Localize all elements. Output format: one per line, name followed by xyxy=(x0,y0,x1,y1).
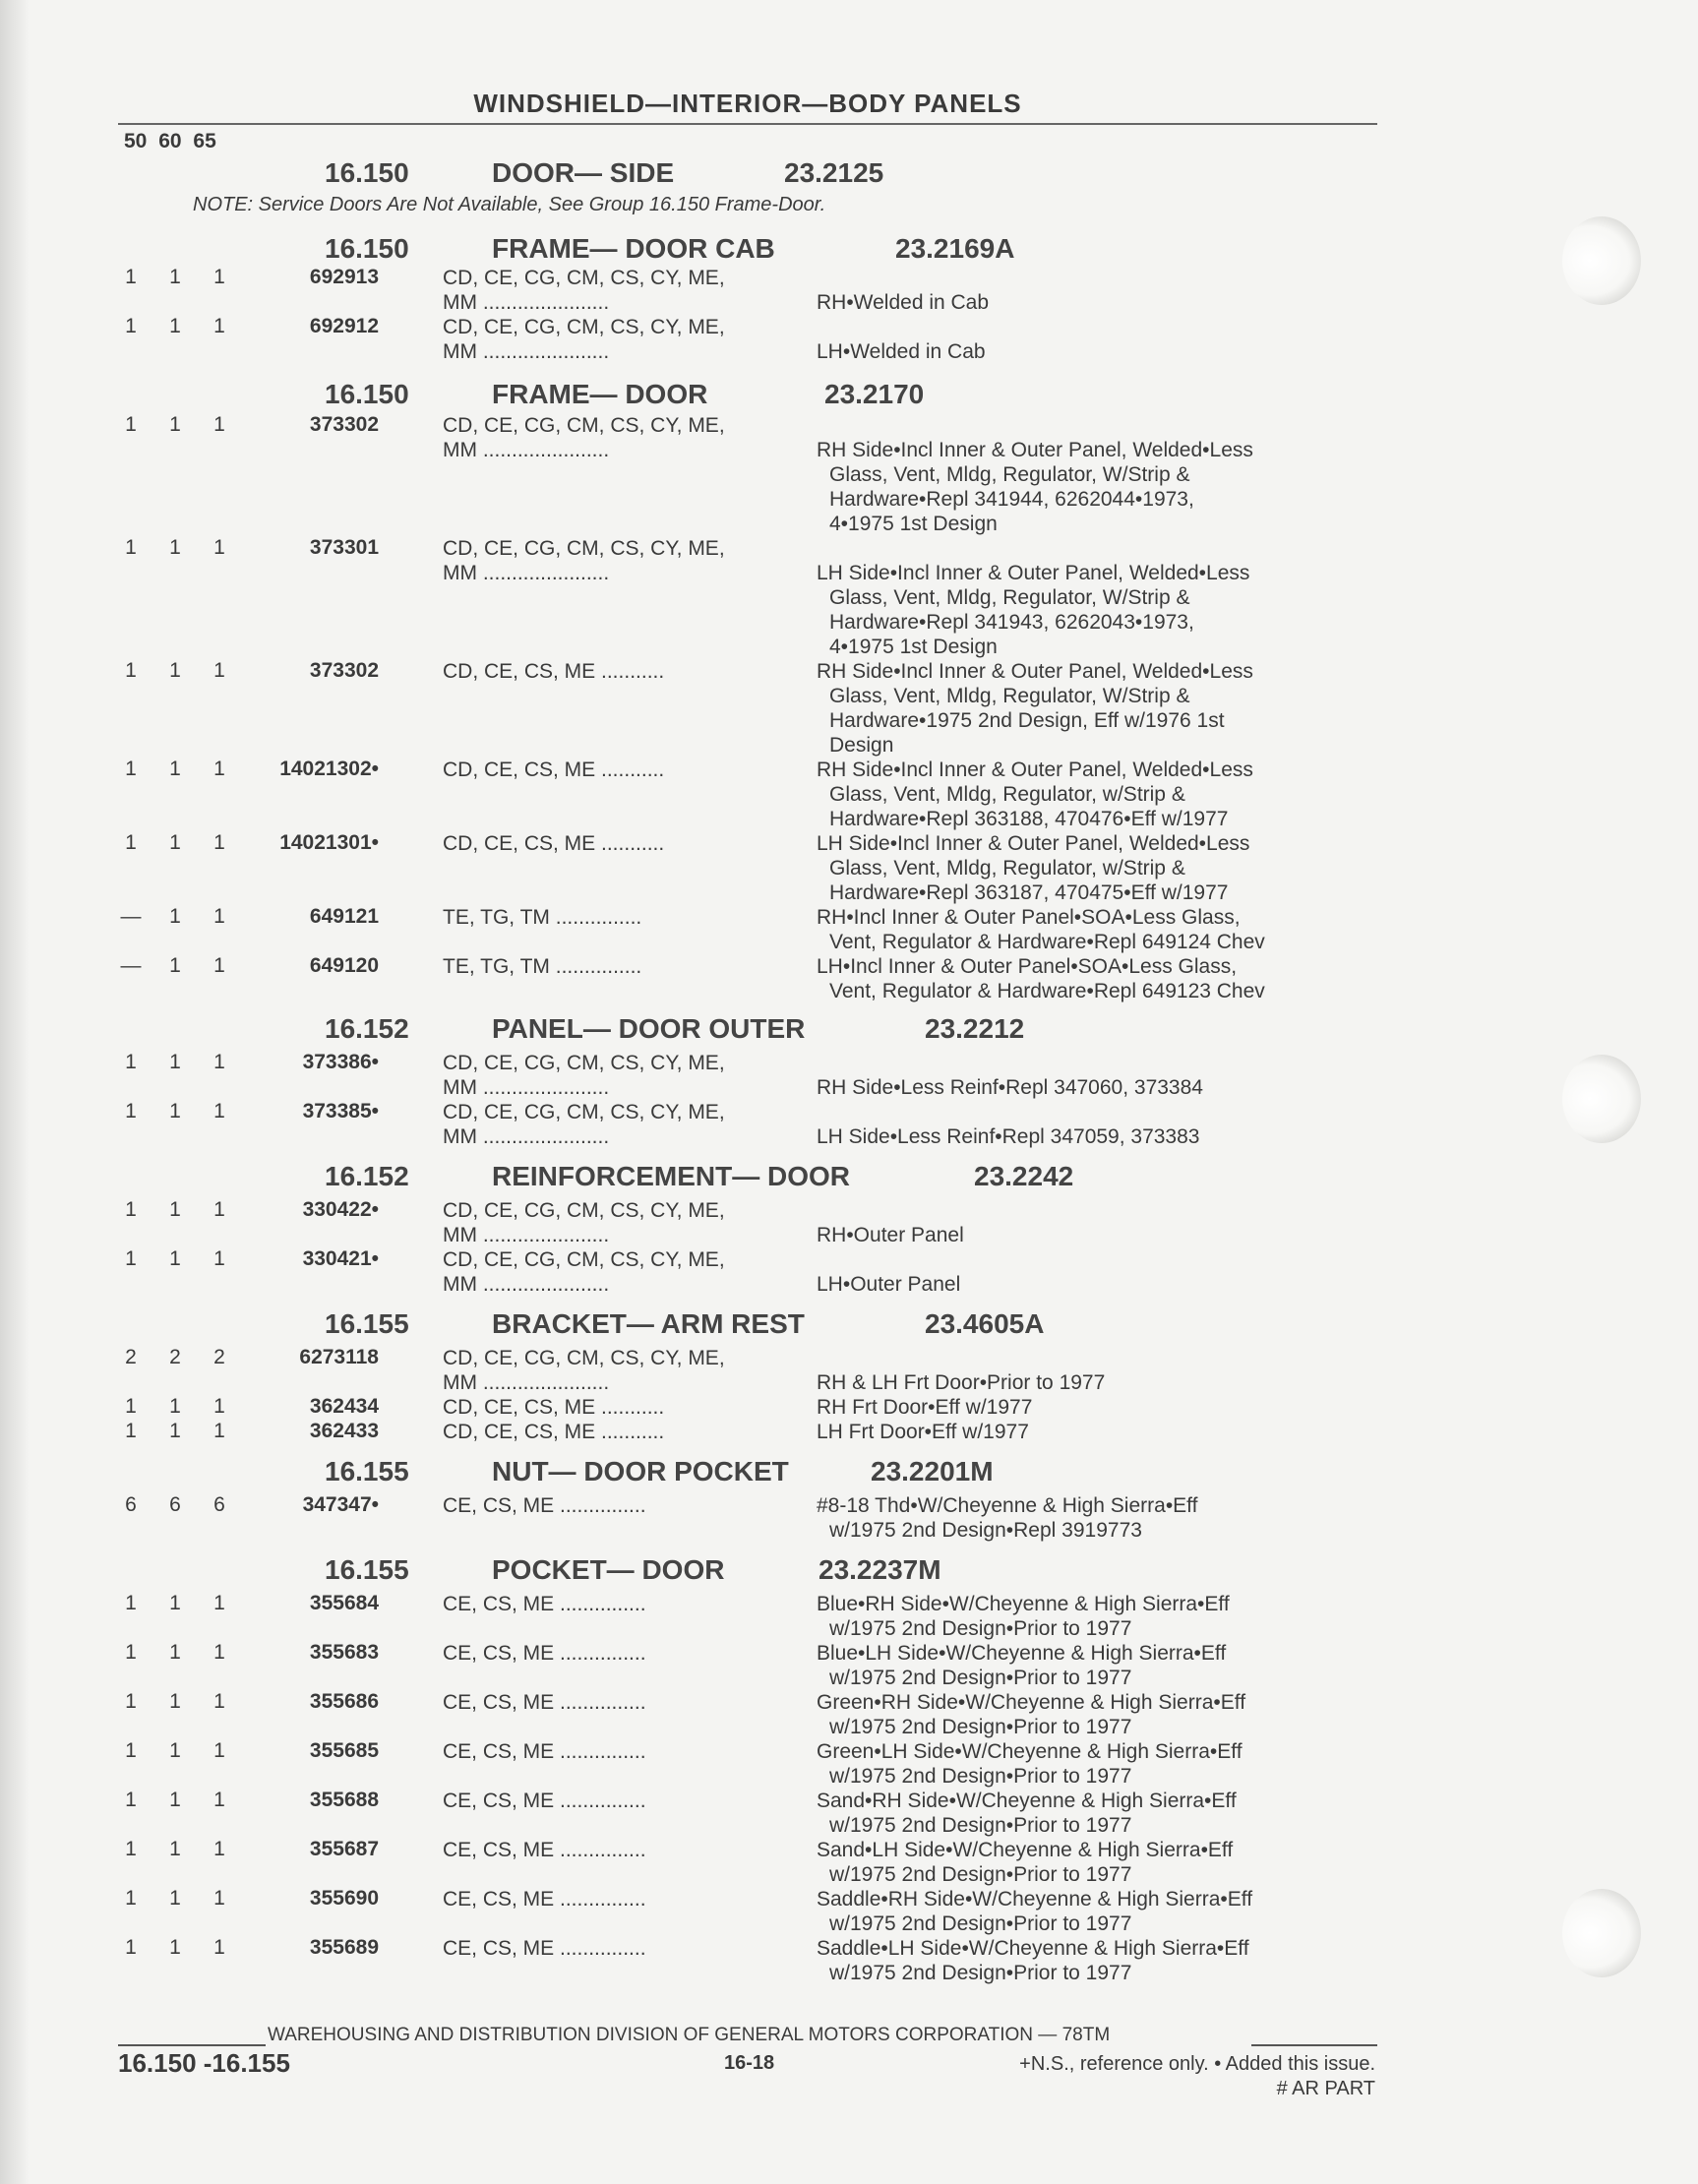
part-number: 373301 xyxy=(309,536,379,559)
model-codes xyxy=(443,1936,777,1961)
part-number: 649121 xyxy=(309,905,379,928)
group-title: DOOR— SIDE xyxy=(492,157,675,188)
footer-page-number: 16-18 xyxy=(724,2052,775,2074)
model-codes-line: CD, CE, CG, CM, CS, CY, ME, xyxy=(443,1347,725,1369)
description-line: Blue•LH Side•W/Cheyenne & High Sierra•Eff xyxy=(817,1642,1227,1665)
part-number: 373302 xyxy=(309,413,379,436)
quantity-cell: 1 xyxy=(213,315,225,337)
quantity-cell: 1 xyxy=(169,1690,181,1713)
part-number: 347347• xyxy=(302,1493,379,1516)
quantity-cell: 1 xyxy=(169,831,181,854)
description-line: RH•Welded in Cab xyxy=(817,291,990,314)
model-codes xyxy=(443,1739,777,1764)
part-number: 692913 xyxy=(309,266,379,288)
quantity-cell: 1 xyxy=(213,905,225,928)
description-line: RH Side•Less Reinf•Repl 347060, 373384 xyxy=(817,1076,1203,1099)
quantity-cell: 1 xyxy=(213,1641,225,1664)
description-line: w/1975 2nd Design•Prior to 1977 xyxy=(829,1617,1132,1640)
quantity-cell: 1 xyxy=(169,413,181,436)
part-number: 355688 xyxy=(309,1789,379,1811)
model-codes xyxy=(443,1493,777,1518)
description-line: RH Side•Incl Inner & Outer Panel, Welded•Less xyxy=(817,439,1253,461)
model-codes-line: MM ...................... xyxy=(443,340,610,363)
description-line: Hardware•Repl 341943, 6262043•1973, xyxy=(829,611,1194,634)
model-codes-line: CD, CE, CG, CM, CS, CY, ME, xyxy=(443,316,725,338)
part-number: 362433 xyxy=(309,1420,379,1442)
group-number: 16.150 xyxy=(325,233,409,264)
model-codes xyxy=(443,1420,777,1444)
footer-legend-line-1: +N.S., reference only. • Added this issue. xyxy=(1019,2053,1375,2075)
description-line: Vent, Regulator & Hardware•Repl 649124 Chev xyxy=(829,931,1265,953)
description-line: #8-18 Thd•W/Cheyenne & High Sierra•Eff xyxy=(817,1494,1198,1517)
part-number: 355687 xyxy=(309,1838,379,1860)
quantity-cell: 1 xyxy=(125,1838,137,1860)
model-codes xyxy=(443,659,777,684)
model-codes-line: CE, CS, ME ............... xyxy=(443,1888,646,1911)
description-line: LH Side•Incl Inner & Outer Panel, Welded•Less xyxy=(817,832,1250,855)
group-number: 16.152 xyxy=(325,1161,409,1191)
group-title: BRACKET— ARM REST xyxy=(492,1308,805,1339)
description-line: LH•Incl Inner & Outer Panel•SOA•Less Glass, xyxy=(817,955,1238,978)
quantity-cell: 1 xyxy=(213,831,225,854)
quantity-cell: 2 xyxy=(169,1346,181,1368)
part-description xyxy=(817,1592,1367,1641)
punch-hole-middle xyxy=(1562,1055,1641,1143)
model-codes xyxy=(443,905,777,930)
model-codes-line: CE, CS, ME ............... xyxy=(443,1740,646,1763)
footer-legend xyxy=(1019,2052,1375,2101)
group-number: 16.155 xyxy=(325,1554,409,1585)
quantity-cell: 1 xyxy=(169,1395,181,1418)
model-codes-line: CE, CS, ME ............... xyxy=(443,1494,646,1517)
part-description xyxy=(817,1075,1367,1100)
part-number: 330422• xyxy=(302,1198,379,1221)
description-line: LH Side•Incl Inner & Outer Panel, Welded•Less xyxy=(817,562,1250,584)
description-line: Green•LH Side•W/Cheyenne & High Sierra•Eff xyxy=(817,1740,1243,1763)
model-codes-line: MM ...................... xyxy=(443,1224,610,1246)
description-line: Saddle•LH Side•W/Cheyenne & High Sierra•Eff xyxy=(817,1937,1249,1960)
quantity-cell: 1 xyxy=(169,1936,181,1959)
quantity-cell: 1 xyxy=(213,954,225,977)
group-number: 16.150 xyxy=(325,157,409,188)
description-line: RH•Outer Panel xyxy=(817,1224,964,1246)
description-line: LH Frt Door•Eff w/1977 xyxy=(817,1421,1029,1443)
quantity-cell: 1 xyxy=(125,758,137,780)
part-number: 373302 xyxy=(309,659,379,682)
quantity-cell: 1 xyxy=(125,1420,137,1442)
group-reference: 23.2242 xyxy=(974,1161,1074,1191)
model-codes xyxy=(443,413,777,462)
quantity-cell: 1 xyxy=(213,1051,225,1073)
group-reference: 23.2212 xyxy=(925,1013,1025,1044)
model-codes xyxy=(443,758,777,782)
quantity-cell: 1 xyxy=(169,1051,181,1073)
quantity-cell: 1 xyxy=(169,1100,181,1122)
part-number: 355685 xyxy=(309,1739,379,1762)
part-description xyxy=(817,1838,1367,1887)
model-codes-line: CE, CS, ME ............... xyxy=(443,1691,646,1714)
page-header-title: WINDSHIELD—INTERIOR—BODY PANELS xyxy=(118,89,1377,125)
model-codes-line: CD, CE, CS, ME ........... xyxy=(443,1396,665,1419)
quantity-cell: — xyxy=(120,954,142,977)
model-codes-line: CD, CE, CG, CM, CS, CY, ME, xyxy=(443,1101,725,1123)
part-description xyxy=(817,905,1367,954)
quantity-cell: 1 xyxy=(125,659,137,682)
model-codes xyxy=(443,1838,777,1862)
part-description xyxy=(817,1493,1367,1543)
group-number: 16.155 xyxy=(325,1456,409,1486)
part-description xyxy=(817,1789,1367,1838)
description-line: w/1975 2nd Design•Prior to 1977 xyxy=(829,1912,1132,1935)
quantity-cell: 1 xyxy=(213,1690,225,1713)
model-codes-line: MM ...................... xyxy=(443,1371,610,1394)
quantity-cell: 6 xyxy=(169,1493,181,1516)
description-line: LH Side•Less Reinf•Repl 347059, 373383 xyxy=(817,1125,1200,1148)
quantity-cell: 1 xyxy=(169,315,181,337)
part-number: 6273118 xyxy=(299,1346,379,1368)
quantity-cell: 1 xyxy=(213,1887,225,1910)
service-note: NOTE: Service Doors Are Not Available, See Group 16.150 Frame-Door. xyxy=(193,194,826,215)
quantity-cell: 1 xyxy=(213,536,225,559)
footer-rule-left xyxy=(118,2044,266,2046)
part-description xyxy=(817,1690,1367,1739)
footer-group-range: 16.150 -16.155 xyxy=(118,2048,290,2078)
quantity-cell: 1 xyxy=(125,1247,137,1270)
description-line: RH Side•Incl Inner & Outer Panel, Welded•Less xyxy=(817,758,1253,781)
model-codes xyxy=(443,1789,777,1813)
page-edge xyxy=(0,0,30,2184)
quantity-cell: 1 xyxy=(169,266,181,288)
quantity-cell: 1 xyxy=(213,1936,225,1959)
quantity-cell: 6 xyxy=(125,1493,137,1516)
quantity-cell: 1 xyxy=(125,315,137,337)
quantity-cell: 1 xyxy=(169,1592,181,1614)
model-codes-line: MM ...................... xyxy=(443,291,610,314)
model-codes xyxy=(443,1346,777,1395)
punch-hole-bottom xyxy=(1562,1889,1641,1977)
group-title: NUT— DOOR POCKET xyxy=(492,1456,789,1486)
quantity-cell: 1 xyxy=(169,1198,181,1221)
model-codes-line: TE, TG, TM ............... xyxy=(443,955,642,978)
group-title: FRAME— DOOR xyxy=(492,379,708,409)
part-description xyxy=(817,1395,1367,1420)
quantity-cell: 1 xyxy=(125,1641,137,1664)
description-line: Glass, Vent, Mldg, Regulator, W/Strip & xyxy=(829,586,1190,609)
group-title: PANEL— DOOR OUTER xyxy=(492,1013,806,1044)
description-line: w/1975 2nd Design•Prior to 1977 xyxy=(829,1962,1132,1984)
model-codes-line: MM ...................... xyxy=(443,439,610,461)
quantity-cell: 1 xyxy=(125,536,137,559)
quantity-cell: 1 xyxy=(125,1395,137,1418)
description-line: LH•Welded in Cab xyxy=(817,340,986,363)
model-codes xyxy=(443,1247,777,1297)
model-codes xyxy=(443,831,777,856)
quantity-cell: 1 xyxy=(213,1420,225,1442)
model-codes xyxy=(443,1641,777,1666)
description-line: Sand•LH Side•W/Cheyenne & High Sierra•Eff xyxy=(817,1839,1234,1861)
quantity-cell: 1 xyxy=(125,266,137,288)
part-description xyxy=(817,561,1367,659)
model-codes xyxy=(443,1100,777,1149)
quantity-cell: 1 xyxy=(213,1739,225,1762)
group-title: FRAME— DOOR CAB xyxy=(492,233,775,264)
quantity-cell: 1 xyxy=(169,1789,181,1811)
quantity-cell: 1 xyxy=(125,1100,137,1122)
model-codes xyxy=(443,1887,777,1911)
group-reference: 23.2170 xyxy=(824,379,925,409)
description-line: w/1975 2nd Design•Repl 3919773 xyxy=(829,1519,1142,1542)
part-description xyxy=(817,1124,1367,1149)
part-description xyxy=(817,1641,1367,1690)
part-description xyxy=(817,758,1367,831)
description-line: w/1975 2nd Design•Prior to 1977 xyxy=(829,1716,1132,1738)
quantity-cell: 1 xyxy=(125,1198,137,1221)
part-description xyxy=(817,831,1367,905)
description-line: Hardware•Repl 363188, 470476•Eff w/1977 xyxy=(829,808,1229,830)
quantity-cell: 1 xyxy=(213,413,225,436)
quantity-cell: 1 xyxy=(169,1887,181,1910)
part-description xyxy=(817,1420,1367,1444)
part-number: 14021301• xyxy=(279,831,379,854)
group-number: 16.152 xyxy=(325,1013,409,1044)
part-description xyxy=(817,954,1367,1003)
description-line: w/1975 2nd Design•Prior to 1977 xyxy=(829,1863,1132,1886)
quantity-cell: 2 xyxy=(125,1346,137,1368)
description-line: Vent, Regulator & Hardware•Repl 649123 Chev xyxy=(829,980,1265,1002)
model-codes-line: CE, CS, ME ............... xyxy=(443,1839,646,1861)
description-line: Hardware•Repl 363187, 470475•Eff w/1977 xyxy=(829,881,1229,904)
quantity-cell: 1 xyxy=(169,1247,181,1270)
model-codes-line: MM ...................... xyxy=(443,1076,610,1099)
model-codes-line: CD, CE, CS, ME ........... xyxy=(443,660,665,683)
description-line: Hardware•Repl 341944, 6262044•1973, xyxy=(829,488,1194,511)
group-number: 16.155 xyxy=(325,1308,409,1339)
part-number: 14021302• xyxy=(279,758,379,780)
quantity-cell: 1 xyxy=(213,1592,225,1614)
part-number: 330421• xyxy=(302,1247,379,1270)
quantity-cell: 1 xyxy=(213,758,225,780)
quantity-cell: 1 xyxy=(213,1395,225,1418)
description-line: Saddle•RH Side•W/Cheyenne & High Sierra•Eff xyxy=(817,1888,1253,1911)
quantity-cell: 6 xyxy=(213,1493,225,1516)
model-codes xyxy=(443,1198,777,1247)
description-line: 4•1975 1st Design xyxy=(829,636,998,658)
quantity-cell: — xyxy=(120,905,142,928)
description-line: Sand•RH Side•W/Cheyenne & High Sierra•Eff xyxy=(817,1790,1237,1812)
model-codes-line: CD, CE, CS, ME ........... xyxy=(443,1421,665,1443)
part-number: 355684 xyxy=(309,1592,379,1614)
quantity-cell: 1 xyxy=(169,954,181,977)
quantity-cell: 1 xyxy=(125,1690,137,1713)
description-line: RH Side•Incl Inner & Outer Panel, Welded•Less xyxy=(817,660,1253,683)
model-codes xyxy=(443,536,777,585)
model-codes xyxy=(443,954,777,979)
group-title: REINFORCEMENT— DOOR xyxy=(492,1161,850,1191)
model-codes-line: CD, CE, CG, CM, CS, CY, ME, xyxy=(443,414,725,437)
part-number: 649120 xyxy=(309,954,379,977)
description-line: Glass, Vent, Mldg, Regulator, W/Strip & xyxy=(829,685,1190,707)
part-description xyxy=(817,1370,1367,1395)
description-line: Green•RH Side•W/Cheyenne & High Sierra•Eff xyxy=(817,1691,1246,1714)
model-codes-line: CD, CE, CS, ME ........... xyxy=(443,758,665,781)
part-number: 355689 xyxy=(309,1936,379,1959)
part-number: 355690 xyxy=(309,1887,379,1910)
model-codes xyxy=(443,1690,777,1715)
footer-rule-right xyxy=(1251,2044,1377,2046)
part-description xyxy=(817,1223,1367,1247)
part-number: 692912 xyxy=(309,315,379,337)
part-description xyxy=(817,1887,1367,1936)
model-codes-line: CD, CE, CG, CM, CS, CY, ME, xyxy=(443,1052,725,1074)
description-line: Design xyxy=(829,734,894,757)
model-codes xyxy=(443,315,777,364)
description-line: 4•1975 1st Design xyxy=(829,513,998,535)
part-description xyxy=(817,1272,1367,1297)
model-codes-line: CE, CS, ME ............... xyxy=(443,1937,646,1960)
part-number: 373386• xyxy=(302,1051,379,1073)
model-codes-line: MM ...................... xyxy=(443,562,610,584)
quantity-cell: 1 xyxy=(125,413,137,436)
quantity-cell: 1 xyxy=(125,1936,137,1959)
model-codes-line: CE, CS, ME ............... xyxy=(443,1790,646,1812)
quantity-cell: 1 xyxy=(169,758,181,780)
part-description xyxy=(817,290,1367,315)
part-number: 373385• xyxy=(302,1100,379,1122)
description-line: Hardware•1975 2nd Design, Eff w/1976 1st xyxy=(829,709,1225,732)
quantity-cell: 1 xyxy=(125,1887,137,1910)
model-years-header: 50 60 65 xyxy=(124,130,216,152)
model-codes-line: MM ...................... xyxy=(443,1125,610,1148)
quantity-cell: 1 xyxy=(213,1198,225,1221)
quantity-cell: 1 xyxy=(169,1838,181,1860)
model-codes-line: MM ...................... xyxy=(443,1273,610,1296)
quantity-cell: 1 xyxy=(125,1739,137,1762)
quantity-cell: 1 xyxy=(213,659,225,682)
group-reference: 23.2201M xyxy=(871,1456,994,1486)
model-codes-line: CD, CE, CG, CM, CS, CY, ME, xyxy=(443,1248,725,1271)
quantity-cell: 1 xyxy=(213,266,225,288)
group-reference: 23.2237M xyxy=(819,1554,941,1585)
description-line: LH•Outer Panel xyxy=(817,1273,961,1296)
quantity-cell: 1 xyxy=(213,1789,225,1811)
group-reference: 23.4605A xyxy=(925,1308,1045,1339)
part-description xyxy=(817,659,1367,758)
model-codes-line: CD, CE, CG, CM, CS, CY, ME, xyxy=(443,537,725,560)
description-line: RH Frt Door•Eff w/1977 xyxy=(817,1396,1033,1419)
model-codes xyxy=(443,1395,777,1420)
quantity-cell: 1 xyxy=(169,1739,181,1762)
part-number: 355683 xyxy=(309,1641,379,1664)
group-reference: 23.2169A xyxy=(895,233,1015,264)
description-line: RH & LH Frt Door•Prior to 1977 xyxy=(817,1371,1106,1394)
quantity-cell: 1 xyxy=(169,1641,181,1664)
quantity-cell: 1 xyxy=(125,1051,137,1073)
model-codes-line: CD, CE, CG, CM, CS, CY, ME, xyxy=(443,267,725,289)
part-description xyxy=(817,1936,1367,1985)
model-codes-line: TE, TG, TM ............... xyxy=(443,906,642,929)
quantity-cell: 1 xyxy=(169,536,181,559)
quantity-cell: 1 xyxy=(125,831,137,854)
description-line: Glass, Vent, Mldg, Regulator, w/Strip & xyxy=(829,857,1185,880)
model-codes-line: CD, CE, CG, CM, CS, CY, ME, xyxy=(443,1199,725,1222)
model-codes xyxy=(443,266,777,315)
description-line: w/1975 2nd Design•Prior to 1977 xyxy=(829,1667,1132,1689)
quantity-cell: 1 xyxy=(169,659,181,682)
part-description xyxy=(817,339,1367,364)
punch-hole-top xyxy=(1562,216,1641,305)
group-reference: 23.2125 xyxy=(784,157,884,188)
description-line: Glass, Vent, Mldg, Regulator, W/Strip & xyxy=(829,463,1190,486)
description-line: Glass, Vent, Mldg, Regulator, w/Strip & xyxy=(829,783,1185,806)
model-codes-line: CE, CS, ME ............... xyxy=(443,1642,646,1665)
part-number: 355686 xyxy=(309,1690,379,1713)
quantity-cell: 1 xyxy=(213,1247,225,1270)
quantity-cell: 1 xyxy=(125,1789,137,1811)
description-line: w/1975 2nd Design•Prior to 1977 xyxy=(829,1765,1132,1788)
footer-division-text: WAREHOUSING AND DISTRIBUTION DIVISION OF GENERAL MOTORS CORPORATION — 78TM xyxy=(268,2025,1111,2045)
group-number: 16.150 xyxy=(325,379,409,409)
quantity-cell: 1 xyxy=(125,1592,137,1614)
group-title: POCKET— DOOR xyxy=(492,1554,725,1585)
model-codes xyxy=(443,1592,777,1616)
description-line: Blue•RH Side•W/Cheyenne & High Sierra•Eff xyxy=(817,1593,1230,1615)
quantity-cell: 1 xyxy=(169,1420,181,1442)
part-description xyxy=(817,1739,1367,1789)
part-description xyxy=(817,438,1367,536)
quantity-cell: 2 xyxy=(213,1346,225,1368)
description-line: RH•Incl Inner & Outer Panel•SOA•Less Glass, xyxy=(817,906,1241,929)
quantity-cell: 1 xyxy=(213,1100,225,1122)
quantity-cell: 1 xyxy=(213,1838,225,1860)
quantity-cell: 1 xyxy=(169,905,181,928)
footer-legend-line-2: # AR PART xyxy=(1276,2078,1375,2099)
description-line: w/1975 2nd Design•Prior to 1977 xyxy=(829,1814,1132,1837)
model-codes-line: CD, CE, CS, ME ........... xyxy=(443,832,665,855)
model-codes-line: CE, CS, ME ............... xyxy=(443,1593,646,1615)
part-number: 362434 xyxy=(309,1395,379,1418)
model-codes xyxy=(443,1051,777,1100)
